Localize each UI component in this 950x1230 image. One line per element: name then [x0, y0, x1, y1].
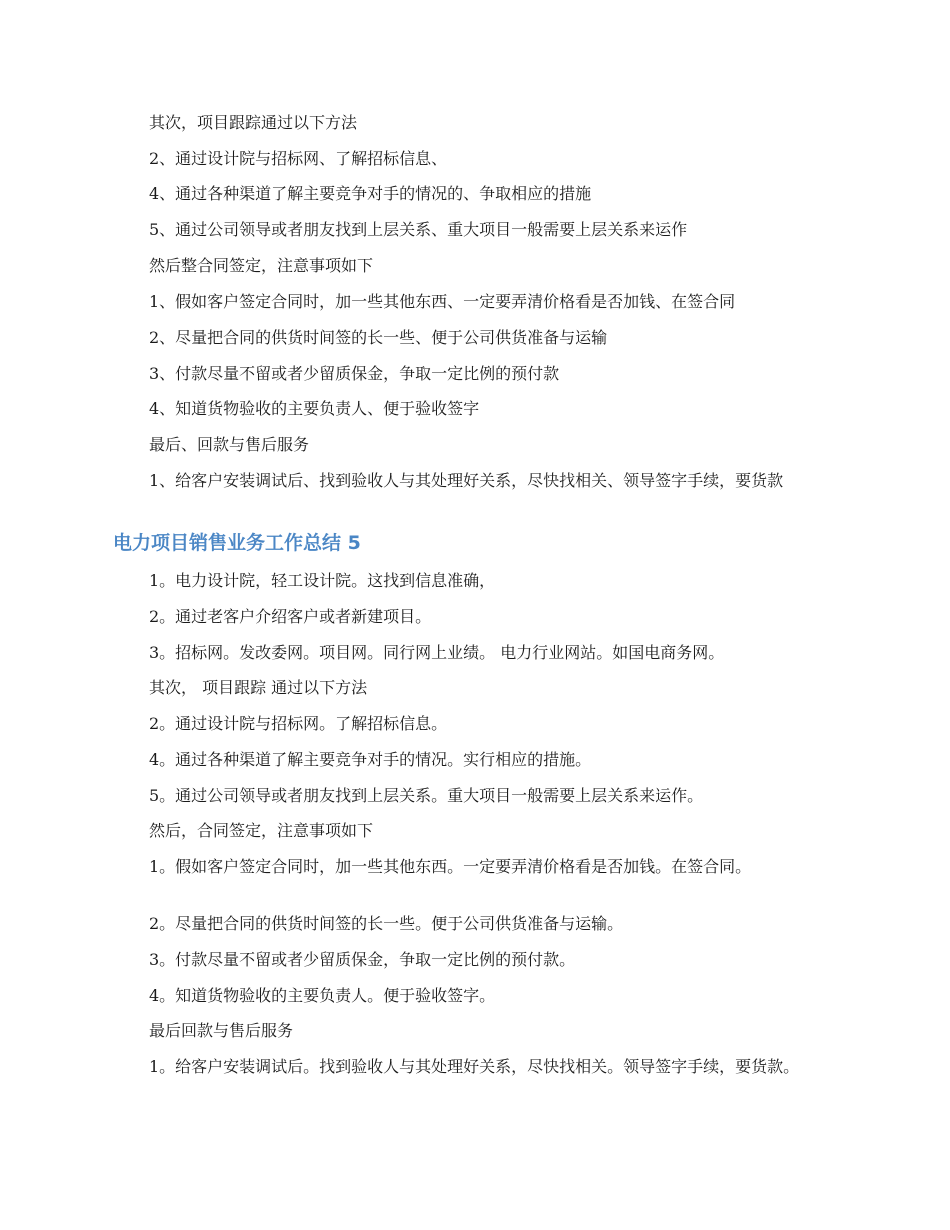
- paragraph-contract-3: 3、付款尽量不留或者少留质保金，争取一定比例的预付款: [149, 364, 560, 383]
- paragraph-tracking-5: 5、通过公司领导或者朋友找到上层关系、重大项目一般需要上层关系来运作: [149, 220, 688, 239]
- paragraph-after-sales-intro: 最后、回款与售后服务: [149, 435, 310, 454]
- paragraph-source-3: 3。招标网。发改委网。项目网。同行网上业绩。 电力行业网站。如国电商务网。: [149, 643, 725, 662]
- section-heading: 电力项目销售业务工作总结 5: [113, 532, 361, 554]
- paragraph-contract-intro-2: 然后，合同签定，注意事项如下: [149, 821, 374, 840]
- paragraph-after-sales-intro-2: 最后回款与售后服务: [149, 1021, 294, 1040]
- paragraph-tracking-intro: 其次，项目跟踪通过以下方法: [149, 113, 358, 132]
- paragraph-tracking-2b: 2。通过设计院与招标网。了解招标信息。: [149, 714, 448, 733]
- paragraph-tracking-5b: 5。通过公司领导或者朋友找到上层关系。重大项目一般需要上层关系来运作。: [149, 786, 704, 805]
- paragraph-after-sales-1b: 1。给客户安装调试后。找到验收人与其处理好关系，尽快找相关。领导签字手续，要货款。: [149, 1057, 800, 1076]
- paragraph-contract-4b: 4。知道货物验收的主要负责人。便于验收签字。: [149, 986, 496, 1005]
- paragraph-source-1: 1。电力设计院，轻工设计院。这找到信息准确，: [149, 571, 496, 590]
- paragraph-contract-3b: 3。付款尽量不留或者少留质保金，争取一定比例的预付款。: [149, 950, 576, 969]
- paragraph-contract-intro: 然后整合同签定，注意事项如下: [149, 256, 374, 275]
- paragraph-source-2: 2。通过老客户介绍客户或者新建项目。: [149, 607, 432, 626]
- paragraph-contract-2b: 2。尽量把合同的供货时间签的长一些。便于公司供货准备与运输。: [149, 914, 624, 933]
- paragraph-contract-2: 2、尽量把合同的供货时间签的长一些、便于公司供货准备与运输: [149, 328, 608, 347]
- paragraph-contract-1: 1、假如客户签定合同时，加一些其他东西、一定要弄清价格看是否加钱、在签合同: [149, 292, 736, 311]
- paragraph-tracking-4b: 4。通过各种渠道了解主要竞争对手的情况。实行相应的措施。: [149, 750, 592, 769]
- paragraph-contract-1b: 1。假如客户签定合同时，加一些其他东西。一定要弄清价格看是否加钱。在签合同。: [149, 857, 752, 876]
- paragraph-tracking-4: 4、通过各种渠道了解主要竞争对手的情况的、争取相应的措施: [149, 184, 592, 203]
- paragraph-after-sales-1: 1、给客户安装调试后、找到验收人与其处理好关系，尽快找相关、领导签字手续，要货款: [149, 471, 784, 490]
- paragraph-tracking-2: 2、通过设计院与招标网、了解招标信息、: [149, 149, 448, 168]
- paragraph-contract-4: 4、知道货物验收的主要负责人、便于验收签字: [149, 399, 480, 418]
- paragraph-tracking-intro-2: 其次， 项目跟踪 通过以下方法: [149, 678, 368, 697]
